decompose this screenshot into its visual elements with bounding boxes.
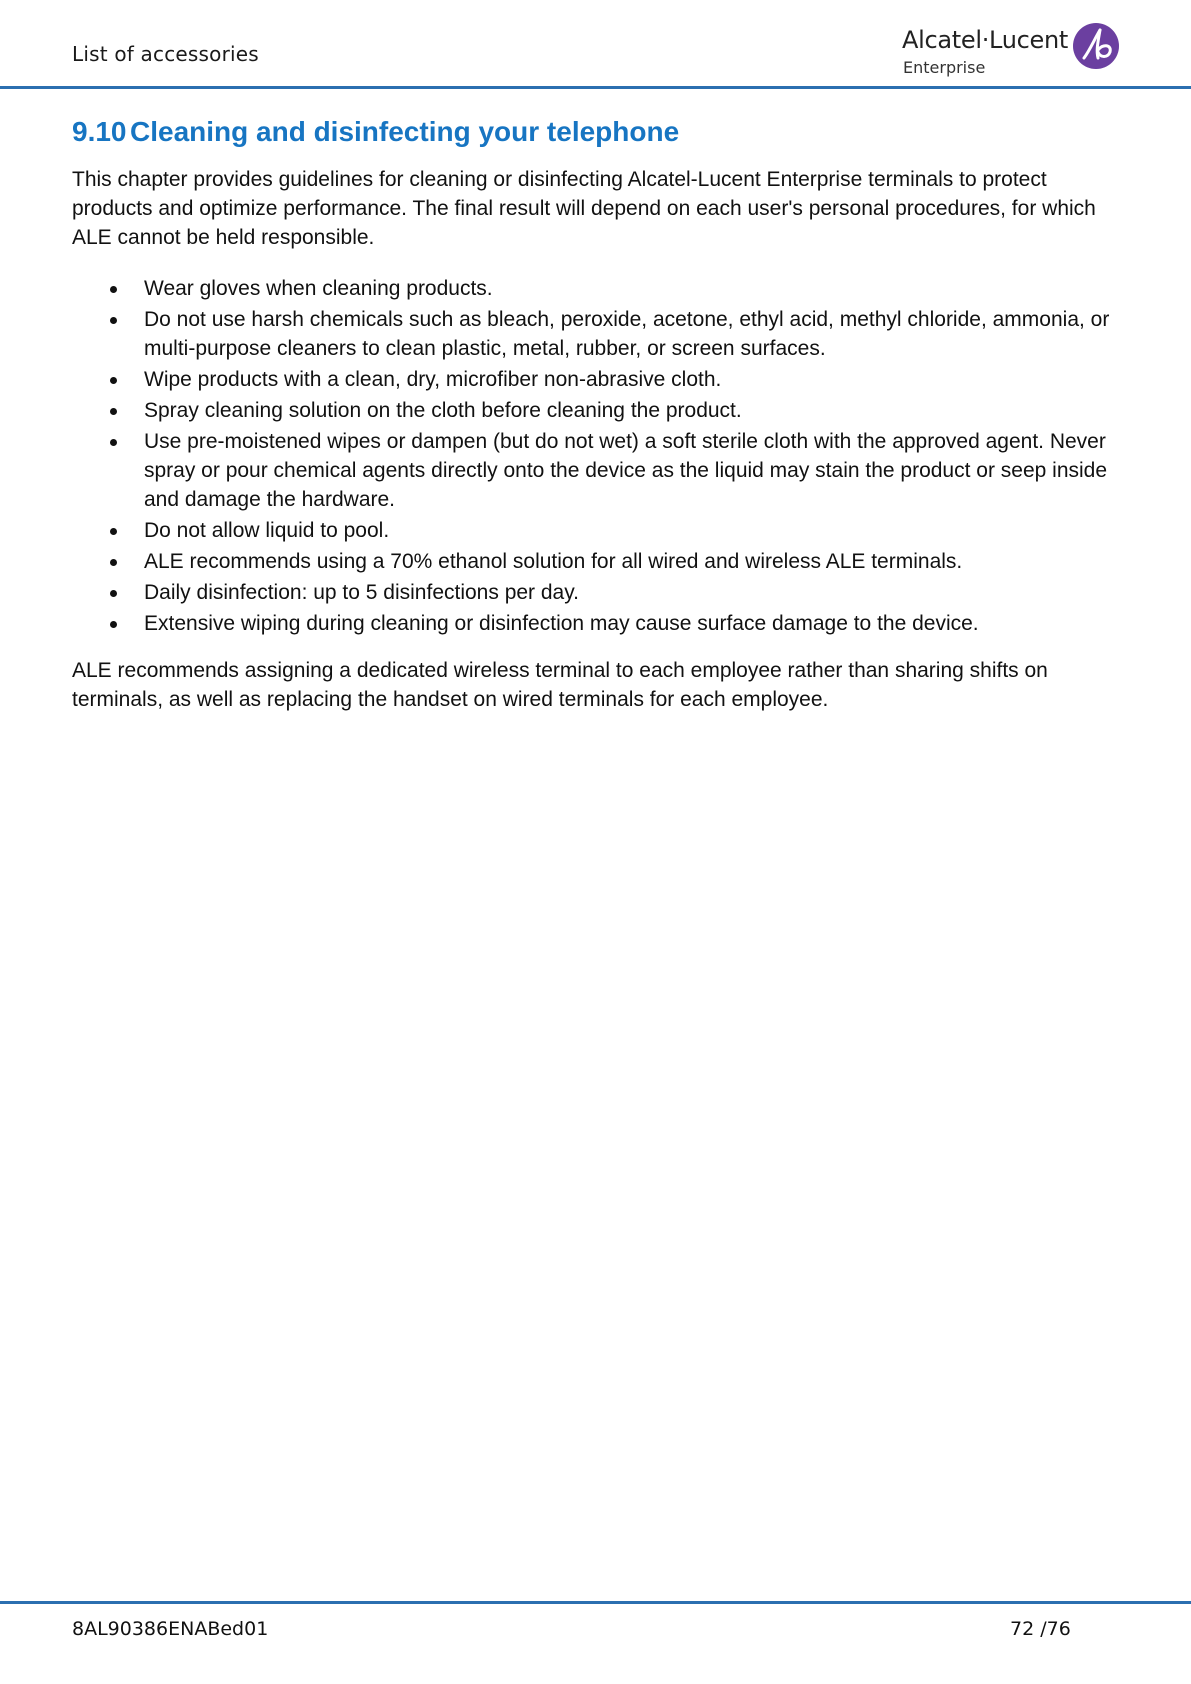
bullet-icon	[110, 559, 117, 566]
list-item-text: Do not allow liquid to pool.	[144, 519, 390, 542]
list-item	[72, 305, 1132, 363]
list-item	[72, 609, 1132, 638]
page-number: 72 /76	[1010, 1618, 1071, 1640]
brand-subtitle: Enterprise	[903, 58, 986, 77]
intro-paragraph: This chapter provides guidelines for cleaning or disinfecting Alcatel-Lucent Enterprise terminals to protect products and optimize performance. The final result will depend on each user's personal procedures, for which ALE cannot be held responsible.	[72, 168, 1096, 249]
list-item-text: Do not use harsh chemicals such as bleach, peroxide, acetone, ethyl acid, methyl chloride, ammonia, or multi-purpose cleaners to clean plastic, metal, rubber, or screen surfaces.	[144, 308, 1110, 360]
list-item-text: Use pre-moistened wipes or dampen (but do not wet) a soft sterile cloth with the approved agent. Never spray or pour chemical agents directly onto the device as the liquid may stain the product or seep inside and damage the hardware.	[144, 430, 1108, 511]
brand-name: Alcatel·Lucent	[902, 26, 1069, 54]
list-item-text: Extensive wiping during cleaning or disinfection may cause surface damage to the device.	[144, 612, 979, 635]
alcatel-lucent-logo-icon	[1072, 22, 1120, 70]
list-item-text: Spray cleaning solution on the cloth before cleaning the product.	[144, 399, 742, 422]
bullet-icon	[110, 377, 117, 384]
section-number: 9.10	[72, 116, 127, 147]
closing-paragraph: ALE recommends assigning a dedicated wireless terminal to each employee rather than sharing shifts on terminals, as well as replacing the handset on wired terminals for each employee.	[72, 659, 1048, 711]
document-reference: 8AL90386ENABed01	[72, 1618, 269, 1640]
bullet-icon	[110, 528, 117, 535]
list-item-text: ALE recommends using a 70% ethanol solution for all wired and wireless ALE terminals.	[144, 550, 963, 573]
list-item-text: Wear gloves when cleaning products.	[144, 277, 493, 300]
bullet-icon	[110, 621, 117, 628]
list-item	[72, 396, 1132, 425]
list-item	[72, 365, 1132, 394]
guidelines-list	[72, 274, 1132, 640]
brand-logo-block	[902, 22, 1122, 84]
bullet-icon	[110, 590, 117, 597]
list-item-text: Wipe products with a clean, dry, microfiber non-abrasive cloth.	[144, 368, 722, 391]
bullet-icon	[110, 317, 117, 324]
list-item	[72, 516, 1132, 545]
list-item	[72, 578, 1132, 607]
header-divider	[0, 86, 1191, 89]
list-item	[72, 547, 1132, 576]
header-section-label: List of accessories	[72, 42, 259, 66]
bullet-icon	[110, 286, 117, 293]
list-item	[72, 274, 1132, 303]
list-item-text: Daily disinfection: up to 5 disinfections per day.	[144, 581, 580, 604]
bullet-icon	[110, 408, 117, 415]
list-item	[72, 427, 1132, 514]
footer-divider	[0, 1601, 1191, 1604]
section-heading	[72, 116, 679, 148]
section-title: Cleaning and disinfecting your telephone	[130, 116, 680, 147]
bullet-icon	[110, 439, 117, 446]
